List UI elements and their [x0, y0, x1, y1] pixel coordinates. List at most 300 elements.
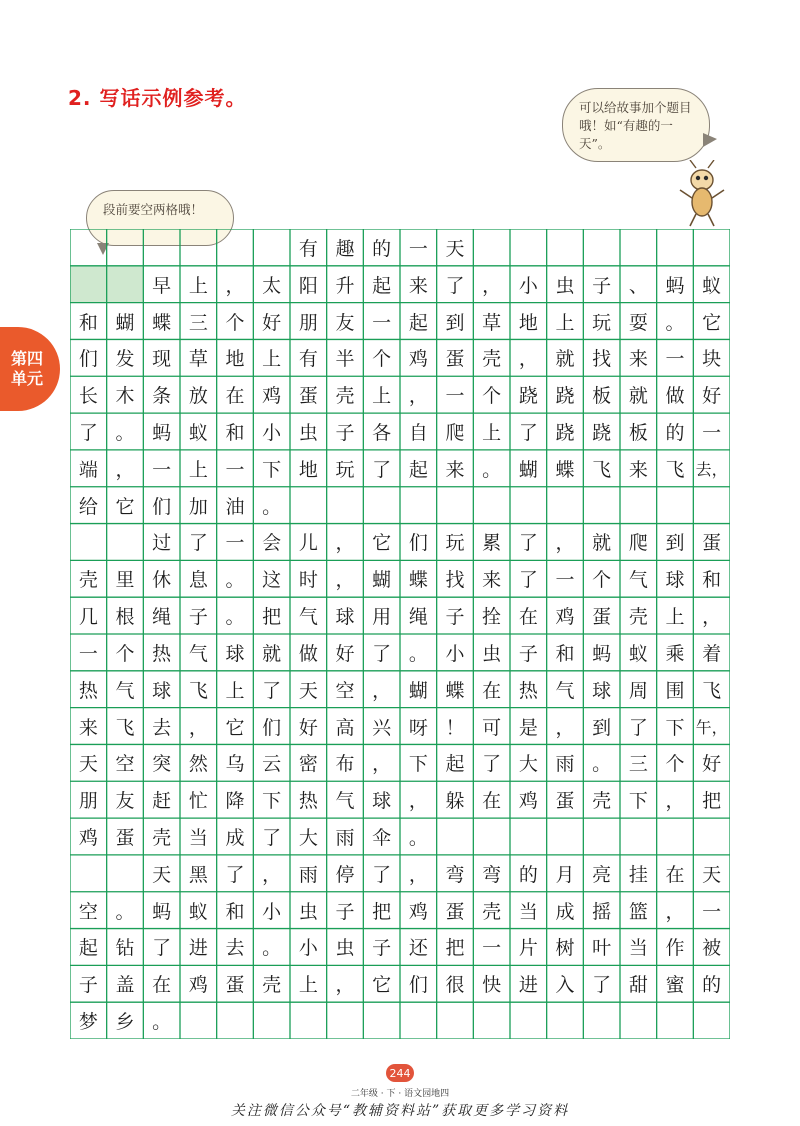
book-info: 二年级 · 下 · 语文园地四	[350, 1089, 450, 1099]
grid-character: 空	[335, 679, 355, 702]
grid-character: 弯	[445, 863, 465, 886]
grid-character: 放	[188, 385, 208, 408]
grid-character: 在	[225, 385, 245, 408]
grid-character: 上	[225, 679, 245, 702]
grid-character: 兴	[372, 716, 392, 739]
grid-character: 了	[372, 642, 392, 665]
grid-character: 。	[152, 1011, 172, 1034]
grid-character: 在	[665, 863, 685, 886]
grid-character: ，	[518, 348, 538, 371]
grid-character: 跷	[518, 385, 538, 408]
grid-character: 树	[555, 937, 575, 960]
grid-character: 了	[262, 826, 282, 849]
grid-character: 子	[518, 642, 538, 665]
grid-character: ，	[702, 606, 722, 629]
grid-character: 。	[482, 458, 502, 481]
grid-character: 个	[372, 348, 392, 371]
grid-character: 热	[78, 679, 98, 702]
grid-character: 把	[702, 790, 722, 813]
grid-character: 围	[665, 679, 685, 702]
grid-character: 伞	[372, 826, 392, 849]
grid-character: 壳	[628, 606, 648, 629]
grid-character: 鸡	[408, 900, 428, 923]
section-heading: 2. 写话示例参考。	[68, 86, 247, 110]
grid-character: 起	[408, 311, 428, 334]
grid-character: 蝴	[115, 311, 135, 334]
grid-character: 大	[518, 753, 538, 776]
grid-character: 。	[408, 826, 428, 849]
grid-character: 的	[518, 863, 538, 886]
grid-character: 黑	[188, 863, 208, 886]
grid-character: 到	[592, 716, 612, 739]
bug-mascot-icon	[672, 160, 730, 228]
grid-character: 和	[78, 311, 98, 334]
grid-character: 虫	[298, 900, 318, 923]
grid-character: 去，	[695, 459, 728, 479]
grid-character: 和	[555, 642, 575, 665]
grid-character: 了	[152, 937, 172, 960]
grid-character: 下	[408, 753, 428, 776]
grid-character: 作	[665, 937, 685, 960]
grid-character: 好	[702, 385, 722, 408]
grid-character: 蝶	[555, 458, 575, 481]
grid-character: ，	[372, 753, 392, 776]
grid-character: 蛋	[445, 348, 465, 371]
grid-character: 和	[702, 569, 722, 592]
grid-character: 蛋	[115, 826, 135, 849]
grid-character: 小	[298, 937, 318, 960]
grid-character: 气	[555, 679, 575, 702]
grid-character: 玩	[335, 458, 355, 481]
grid-character: 息	[188, 569, 208, 592]
grid-character: 空	[78, 900, 98, 923]
grid-character: 木	[115, 385, 135, 408]
grid-character: 去	[225, 937, 245, 960]
grid-character: 蛋	[298, 385, 318, 408]
grid-character: 呀	[408, 716, 428, 739]
grid-character: 摇	[592, 900, 612, 923]
grid-character: 在	[482, 790, 502, 813]
grid-character: 下	[665, 716, 685, 739]
grid-character: 入	[555, 974, 575, 997]
grid-character: 们	[408, 532, 428, 555]
grid-character: 雨	[335, 826, 355, 849]
unit-tab	[0, 327, 60, 411]
grid-character: 天	[152, 863, 172, 886]
grid-character: 壳	[152, 826, 172, 849]
grid-character: 绳	[408, 606, 428, 629]
grid-character: 好	[335, 642, 355, 665]
grid-character: 了	[518, 532, 538, 555]
grid-character: 下	[262, 458, 282, 481]
grid-character: 端	[78, 458, 98, 481]
grid-character: 草	[188, 348, 208, 371]
grid-character: 把	[445, 937, 465, 960]
grid-character: 球	[372, 790, 392, 813]
grid-character: 它	[115, 495, 135, 518]
grid-character: 小	[445, 642, 465, 665]
grid-character: ，	[335, 569, 355, 592]
grid-character: 小	[518, 274, 538, 297]
grid-character: 上	[298, 974, 318, 997]
grid-character: 蚂	[152, 900, 172, 923]
grid-character: 壳	[262, 974, 282, 997]
grid-character: 。	[225, 569, 245, 592]
grid-character: 一	[225, 532, 245, 555]
grid-character: 块	[702, 348, 722, 371]
grid-character: 来	[445, 458, 465, 481]
grid-character: 根	[115, 606, 135, 629]
grid-character: ，	[555, 532, 575, 555]
grid-character: 跷	[555, 421, 575, 444]
grid-character: 虫	[482, 642, 502, 665]
grid-character: 三	[628, 753, 648, 776]
grid-character: 儿	[298, 532, 318, 555]
grid-character: 叶	[592, 937, 612, 960]
grid-character: 上	[555, 311, 575, 334]
grid-character: 的	[665, 421, 685, 444]
grid-character: 一	[152, 458, 172, 481]
grid-character: 气	[628, 569, 648, 592]
grid-character: 了	[445, 274, 465, 297]
grid-character: 它	[702, 311, 722, 334]
grid-character: ，	[665, 900, 685, 923]
grid-character: 个	[482, 385, 502, 408]
grid-character: 。	[665, 311, 685, 334]
grid-character: 了	[518, 421, 538, 444]
grid-character: 布	[335, 753, 355, 776]
grid-character: 蚂	[665, 274, 685, 297]
grid-character: 起	[372, 274, 392, 297]
grid-character: 地	[518, 311, 538, 334]
grid-character: 飞	[592, 458, 612, 481]
grid-character: 进	[518, 974, 538, 997]
grid-character: 好	[262, 311, 282, 334]
grid-character: 蛋	[225, 974, 245, 997]
grid-character: ，	[188, 716, 208, 739]
grid-character: 被	[702, 937, 722, 960]
grid-character: 壳	[78, 569, 98, 592]
grid-character: 过	[152, 532, 172, 555]
grid-character: 就	[555, 348, 575, 371]
grid-character: 油	[225, 495, 245, 518]
grid-character: 地	[225, 348, 245, 371]
grid-character: 来	[408, 274, 428, 297]
grid-character: 友	[115, 790, 135, 813]
grid-character: 蛋	[555, 790, 575, 813]
grid-character: 当	[518, 900, 538, 923]
grid-character: 个	[225, 311, 245, 334]
grid-character: 飞	[188, 679, 208, 702]
grid-character: 虫	[335, 937, 355, 960]
grid-character: 有	[298, 348, 318, 371]
grid-character: 蛋	[702, 532, 722, 555]
grid-character: 成	[555, 900, 575, 923]
grid-character: 们	[152, 495, 172, 518]
grid-character: 。	[115, 900, 135, 923]
grid-character: ！	[445, 716, 465, 739]
grid-character: 里	[115, 569, 135, 592]
grid-character: 了	[518, 569, 538, 592]
grid-character: 会	[262, 532, 282, 555]
grid-character: ，	[665, 790, 685, 813]
grid-character: 蚁	[188, 421, 208, 444]
grid-character: 天	[78, 753, 98, 776]
grid-character: 高	[335, 716, 355, 739]
grid-character: 壳	[482, 900, 502, 923]
footer-note: 关注微信公众号“教辅资料站”获取更多学习资料	[230, 1103, 570, 1119]
grid-character: 来	[628, 458, 648, 481]
grid-character: 在	[482, 679, 502, 702]
grid-character: 加	[188, 495, 208, 518]
grid-character: 子	[188, 606, 208, 629]
grid-character: 乌	[225, 753, 245, 776]
grid-character: 一	[482, 937, 502, 960]
grid-character: 跷	[592, 421, 612, 444]
grid-character: 一	[555, 569, 575, 592]
grid-character: 地	[298, 458, 318, 481]
grid-character: 降	[225, 790, 245, 813]
grid-character: 上	[372, 385, 392, 408]
grid-character: 来	[628, 348, 648, 371]
grid-character: 。	[592, 753, 612, 776]
grid-character: 当	[628, 937, 648, 960]
grid-character: 发	[115, 348, 135, 371]
grid-character: 还	[408, 937, 428, 960]
grid-character: ，	[408, 790, 428, 813]
grid-character: 雨	[298, 863, 318, 886]
grid-character: 阳	[298, 274, 318, 297]
grid-character: 的	[702, 974, 722, 997]
grid-character: 很	[445, 974, 465, 997]
grid-character: 甜	[628, 974, 648, 997]
grid-character: 去	[152, 716, 172, 739]
grid-character: 鸡	[555, 606, 575, 629]
unit-tab-line-1: 第四	[10, 349, 43, 368]
grid-character: 条	[152, 385, 172, 408]
grid-character: 朋	[298, 311, 318, 334]
grid-character: 赶	[152, 790, 172, 813]
grid-character: 空	[115, 753, 135, 776]
writing-grid	[70, 229, 730, 1039]
grid-character: 时	[298, 569, 318, 592]
grid-character: 早	[152, 274, 172, 297]
grid-character: 长	[78, 385, 98, 408]
grid-character: 来	[482, 569, 502, 592]
grid-character: 自	[408, 421, 428, 444]
grid-character: 了	[78, 421, 98, 444]
grid-character: 是	[518, 716, 538, 739]
grid-character: ，	[115, 458, 135, 481]
grid-character: 太	[262, 274, 282, 297]
grid-character: 。	[225, 606, 245, 629]
grid-character: 蝶	[408, 569, 428, 592]
grid-character: 蚁	[188, 900, 208, 923]
grid-character: 蚁	[702, 274, 722, 297]
grid-character: 一	[665, 348, 685, 371]
grid-character: 飞	[665, 458, 685, 481]
grid-character: 用	[372, 606, 392, 629]
page-number: 244	[386, 1064, 414, 1082]
grid-character: 一	[702, 421, 722, 444]
grid-character: 它	[372, 532, 392, 555]
grid-character: ，	[335, 974, 355, 997]
grid-character: 一	[225, 458, 245, 481]
grid-character: 蝴	[518, 458, 538, 481]
grid-character: 停	[335, 863, 355, 886]
grid-character: 乘	[665, 642, 685, 665]
grid-character: 热	[518, 679, 538, 702]
grid-character: 一	[372, 311, 392, 334]
grid-character: 球	[335, 606, 355, 629]
grid-character: 找	[592, 348, 612, 371]
grid-character: 一	[445, 385, 465, 408]
grid-character: 梦	[78, 1011, 98, 1034]
grid-character: 了	[482, 753, 502, 776]
grid-character: 玩	[592, 311, 612, 334]
grid-character: 下	[628, 790, 648, 813]
grid-character: 给	[78, 495, 98, 518]
grid-character: 来	[78, 716, 98, 739]
grid-character: 子	[335, 421, 355, 444]
unit-tab-line-2: 单元	[10, 369, 43, 388]
grid-character: 板	[592, 385, 612, 408]
grid-character: 一	[78, 642, 98, 665]
grid-character: 在	[152, 974, 172, 997]
grid-character: 它	[372, 974, 392, 997]
grid-character: 壳	[482, 348, 502, 371]
grid-character: 就	[262, 642, 282, 665]
grid-character: 着	[702, 642, 722, 665]
grid-character: 草	[482, 311, 502, 334]
grid-character: ，	[372, 679, 392, 702]
grid-character: 子	[592, 274, 612, 297]
grid-character: 篮	[628, 900, 648, 923]
grid-character: 上	[482, 421, 502, 444]
grid-character: 挂	[628, 863, 648, 886]
grid-character: 和	[225, 900, 245, 923]
grid-character: ，	[335, 532, 355, 555]
grid-character: ，	[555, 716, 575, 739]
grid-character: 爬	[445, 421, 465, 444]
grid-character: 月	[555, 863, 575, 886]
grid-character: 气	[298, 606, 318, 629]
grid-character: 小	[262, 900, 282, 923]
grid-character: 。	[262, 937, 282, 960]
grid-character: 气	[335, 790, 355, 813]
grid-character: 气	[188, 642, 208, 665]
grid-character: 个	[592, 569, 612, 592]
grid-character: 好	[298, 716, 318, 739]
grid-character: 鸡	[408, 348, 428, 371]
grid-character: 好	[702, 753, 722, 776]
grid-character: 了	[592, 974, 612, 997]
grid-character: 天	[298, 679, 318, 702]
grid-character: 到	[665, 532, 685, 555]
grid-character: 虫	[555, 274, 575, 297]
grid-character: 各	[372, 421, 392, 444]
grid-character: 雨	[555, 753, 575, 776]
grid-character: 几	[78, 606, 98, 629]
grid-character: 把	[372, 900, 392, 923]
bubble-tail	[703, 133, 717, 147]
grid-character: 。	[408, 642, 428, 665]
grid-character: 了	[188, 532, 208, 555]
grid-character: 爬	[628, 532, 648, 555]
grid-character: 有	[298, 237, 318, 260]
grid-character: 虫	[298, 421, 318, 444]
grid-character: 们	[408, 974, 428, 997]
grid-character: 球	[592, 679, 612, 702]
grid-character: 弯	[482, 863, 502, 886]
grid-character: ，	[225, 274, 245, 297]
grid-character: 就	[628, 385, 648, 408]
grid-character: 飞	[702, 679, 722, 702]
grid-character: 鸡	[188, 974, 208, 997]
grid-character: ，	[482, 274, 502, 297]
grid-character: 。	[262, 495, 282, 518]
grid-character: 休	[152, 569, 172, 592]
grid-character: ，	[408, 863, 428, 886]
grid-character: 天	[702, 863, 722, 886]
grid-character: 密	[298, 753, 318, 776]
grid-character: 、	[628, 274, 648, 297]
grid-character: 球	[665, 569, 685, 592]
grid-character: 子	[335, 900, 355, 923]
grid-character: 进	[188, 937, 208, 960]
grid-character: 和	[225, 421, 245, 444]
tip-bubble-title	[562, 88, 710, 162]
grid-character: 做	[298, 642, 318, 665]
grid-character: 了	[262, 679, 282, 702]
grid-character: 成	[225, 826, 245, 849]
grid-character: 快	[482, 974, 502, 997]
grid-character: 了	[372, 458, 392, 481]
grid-character: 一	[408, 237, 428, 260]
grid-character: 蜜	[665, 974, 685, 997]
grid-character: 了	[628, 716, 648, 739]
grid-character: 一	[702, 900, 722, 923]
grid-character: 片	[518, 937, 538, 960]
grid-character: 做	[665, 385, 685, 408]
grid-character: 天	[445, 237, 465, 260]
grid-character: 半	[335, 348, 355, 371]
grid-character: 下	[262, 790, 282, 813]
grid-character: 上	[188, 274, 208, 297]
grid-character: 云	[262, 753, 282, 776]
grid-character: 壳	[592, 790, 612, 813]
grid-character: 鸡	[78, 826, 98, 849]
grid-character: 乡	[115, 1011, 135, 1034]
grid-character: 上	[188, 458, 208, 481]
grid-character: 玩	[445, 532, 465, 555]
grid-character: 们	[78, 348, 98, 371]
grid-character: 拴	[482, 606, 502, 629]
grid-character: 蚂	[592, 642, 612, 665]
grid-character: 个	[115, 642, 135, 665]
grid-character: 了	[372, 863, 392, 886]
grid-character: 它	[225, 716, 245, 739]
grid-character: 球	[225, 642, 245, 665]
grid-character: 鸡	[262, 385, 282, 408]
grid-character: 热	[298, 790, 318, 813]
grid-character: 热	[152, 642, 172, 665]
grid-character: 蚂	[152, 421, 172, 444]
grid-character: 蝶	[445, 679, 465, 702]
grid-character: 三	[188, 311, 208, 334]
grid-character: 子	[445, 606, 465, 629]
grid-character: 找	[445, 569, 465, 592]
